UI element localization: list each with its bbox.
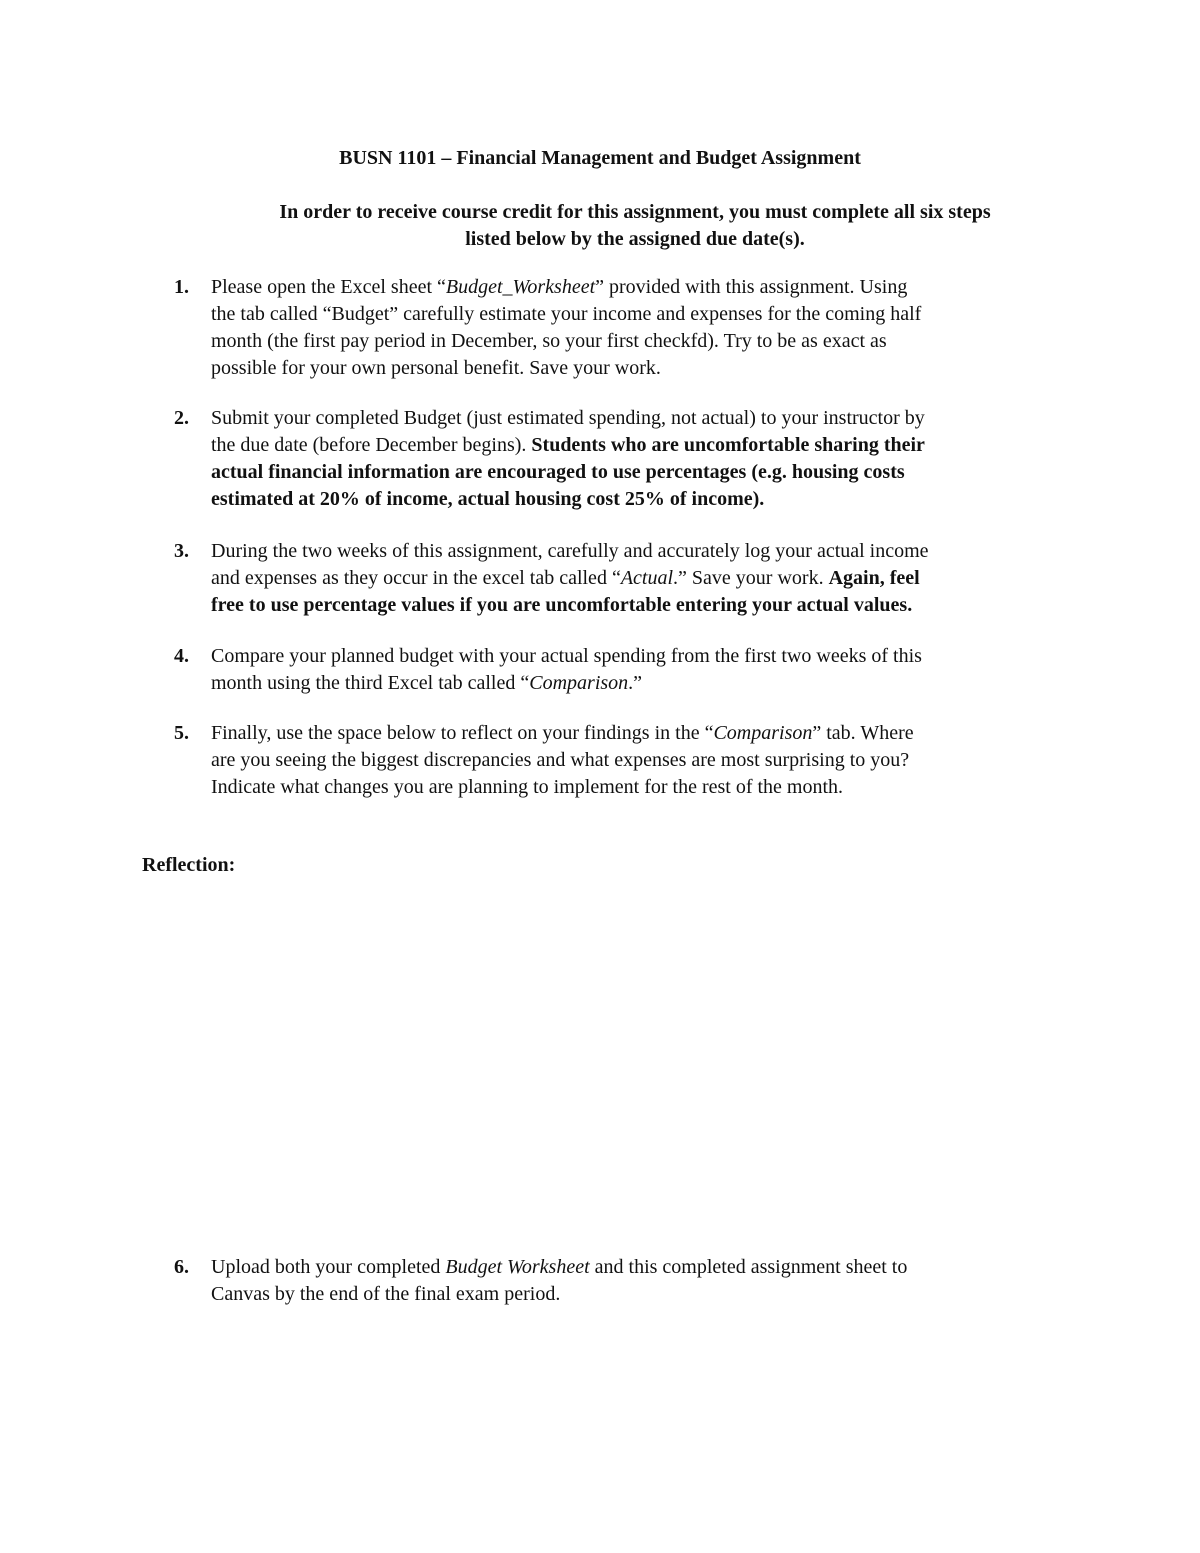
step-1-text: [211, 274, 1071, 382]
step-1-text-part: Please open the Excel sheet “: [211, 276, 446, 298]
credit-notice: [200, 199, 1070, 253]
step-5-line-3: Indicate what changes you are planning to implement for the rest of the month.: [211, 776, 844, 798]
step-1-text-part: ” provided with this assignment. Using: [595, 276, 908, 298]
step-3-number: 3.: [174, 540, 189, 562]
step-1-line-2: the tab called “Budget” carefully estimate your income and expenses for the coming half: [211, 303, 922, 325]
step-1-line-3: month (the first pay period in December, so your first checkfd). Try to be as exact as: [211, 330, 887, 352]
step-5-text: [211, 720, 1071, 801]
step-3-line-3: free to use percentage values if you are uncomfortable entering your actual values.: [211, 594, 913, 616]
step-6-text-part: Upload both your completed: [211, 1256, 446, 1278]
step-5-number: 5.: [174, 722, 189, 744]
step-2-line-4: estimated at 20% of income, actual housing cost 25% of income).: [211, 488, 765, 510]
document-title: BUSN 1101 – Financial Management and Budget Assignment: [339, 147, 861, 169]
credit-notice-line-1: In order to receive course credit for this assignment, you must complete all six steps: [279, 201, 991, 223]
step-4-text-part: month using the third Excel tab called “: [211, 672, 530, 694]
reflection-label: Reflection:: [142, 854, 236, 876]
step-4-text-part: .”: [628, 672, 643, 694]
step-3-text-part: and expenses as they occur in the excel tab called “: [211, 567, 621, 589]
step-5-line-2: are you seeing the biggest discrepancies and what expenses are most surprising to you?: [211, 749, 910, 771]
step-5-text-part: Finally, use the space below to reflect on your findings in the “: [211, 722, 714, 744]
step-5-tab-name: Comparison: [713, 722, 813, 744]
step-6-file-name: Budget Worksheet: [445, 1256, 590, 1278]
step-6-line-2: Canvas by the end of the final exam period.: [211, 1283, 561, 1305]
step-4-number: 4.: [174, 645, 189, 667]
step-3-text-part: .” Save your work.: [673, 567, 829, 589]
step-5-text-part: ” tab. Where: [812, 722, 914, 744]
step-3-bold-part: Again, feel: [828, 567, 920, 589]
step-1-line-4: possible for your own personal benefit. Save your work.: [211, 357, 661, 379]
credit-notice-line-2: listed below by the assigned due date(s).: [465, 228, 805, 250]
step-6-number: 6.: [174, 1256, 189, 1278]
step-3-tab-name: Actual: [620, 567, 674, 589]
step-1-file-name: Budget_Worksheet: [445, 276, 596, 298]
step-2-line-1: Submit your completed Budget (just estimated spending, not actual) to your instructor by: [211, 407, 925, 429]
step-4-text: [211, 643, 1071, 697]
step-2-text: [211, 405, 1071, 513]
step-4-line-1: Compare your planned budget with your actual spending from the first two weeks of this: [211, 645, 922, 667]
step-6-text: [211, 1254, 1071, 1308]
step-2-line-3: actual financial information are encouraged to use percentages (e.g. housing costs: [211, 461, 905, 483]
step-2-text-part: the due date (before December begins).: [211, 434, 532, 456]
step-3-line-1: During the two weeks of this assignment, carefully and accurately log your actual income: [211, 540, 929, 562]
step-2-bold-part: Students who are uncomfortable sharing their: [531, 434, 925, 456]
step-1-number: 1.: [174, 276, 189, 298]
step-2-number: 2.: [174, 407, 189, 429]
step-6-text-part: and this completed assignment sheet to: [589, 1256, 908, 1278]
step-4-tab-name: Comparison: [529, 672, 629, 694]
step-3-text: [211, 538, 1071, 619]
